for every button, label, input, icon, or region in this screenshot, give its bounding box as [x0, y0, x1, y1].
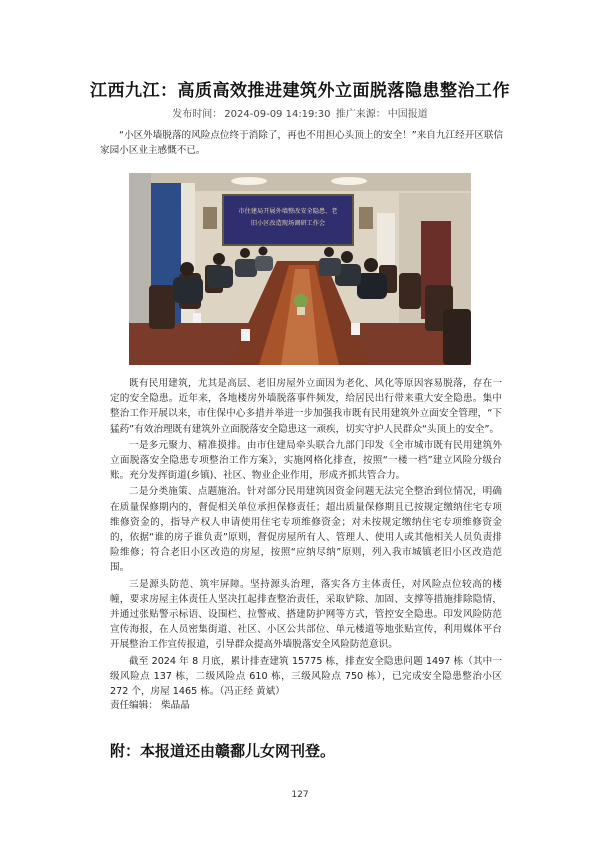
- page-number: 127: [291, 790, 309, 800]
- lead-paragraph: “小区外墙脱落的风险点位终于消除了，再也不用担心头顶上的安全！”来自九江经开区联信家园小区业主感慨不已。: [100, 130, 504, 156]
- article-meta: [0, 105, 600, 120]
- meeting-photo: [129, 173, 471, 365]
- source-name: 中国报道: [387, 109, 428, 120]
- body-paragraph-2: 一是多元聚力、精准摸排。由市住建局牵头联合九部门印发《全市城市既有民用建筑外立面脱落安全隐患专项整治工作方案》，实施网格化排查，按照“一楼一档”建立风险分级台账。充分发挥街道(乡镇)、社区、物业企业作用，形成齐抓共管合力。: [110, 439, 502, 482]
- publish-label: 发布时间：: [172, 109, 223, 120]
- body-paragraph-5: 截至 2024 年 8 月底，累计排查建筑 15775 栋，排查安全隐患问题 1497 栋（其中一级风险点 137 栋，二级风险点 610 栋，三级风险点 750 栋），已完成安全隐患整治小区 272 个，房屋 1465 栋。（冯正经 黄斌）: [110, 655, 502, 698]
- body-paragraph-1: 既有民用建筑，尤其是高层、老旧房屋外立面因为老化、风化等原因容易脱落，存在一定的安全隐患。近年来，各地楼房外墙脱落事件频发，给居民出行带来重大安全隐患。集中整治工作开展以来，市住保中心多措并举进一步加强我市既有民用建筑外立面安全管理，“下猛药”有效治理既有建筑外立面脱落安全隐患这一顽疾，切实守护人民群众“头顶上的安全”。: [110, 378, 502, 435]
- article-title: 江西九江：高质高效推进建筑外立面脱落隐患整治工作: [90, 81, 510, 101]
- banner-line-1: 市住建局开展外墙整改安全隐患、老: [238, 208, 338, 215]
- body-paragraph-3: 二是分类施策、点题施治。针对部分民用建筑因资金问题无法完全整治到位情况，明确在质量保修期内的，督促相关单位承担保修责任；超出质量保修期且已按规定缴纳住宅专项维修资金的，指导产权人申请使用住宅专项维修资金；对未按规定缴纳住宅专项维修资金的，依据“谁的房子谁负责”原则，督促房屋所有人、管理人、使用人或其他相关人员负责排险维修；符合老旧小区改造的房屋，按照“应纳尽纳”原则，列入我市城镇老旧小区改造范围。: [110, 486, 502, 574]
- source-label: 推广来源：: [335, 109, 386, 120]
- meeting-room-illustration: [129, 173, 471, 365]
- article-body: [110, 376, 502, 700]
- body-paragraph-4: 三是源头防范、筑牢屏障。坚持源头治理，落实各方主体责任，对风险点位较高的楼幢，要求房屋主体责任人坚决扛起排查整治责任，采取铲除、加固、支撑等措施排除隐情，并通过张贴警示标语、设围栏、拉警戒、搭建防护网等方式，管控安全隐患。印发风险防范宣传海报，在人员密集街道、社区、小区公共部位、单元楼道等地张贴宣传，利用媒体平台开展整治工作宣传报道，引导群众提高外墙脱落安全风险防范意识。: [110, 578, 502, 651]
- responsible-editor: 责任编辑： 柴晶晶: [110, 700, 190, 711]
- publish-time: 2024-09-09 14:19:30: [224, 109, 331, 120]
- banner-line-2: 旧小区改造现场调研工作会: [250, 220, 326, 227]
- republication-note: 附：本报道还由赣鄱儿女网刊登。: [110, 742, 336, 760]
